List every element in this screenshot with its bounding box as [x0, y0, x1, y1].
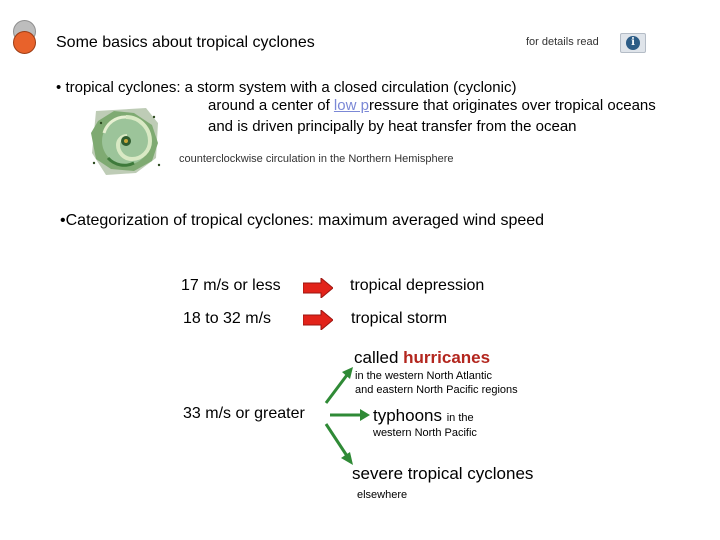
category-row-2: tropical storm [351, 310, 448, 327]
definition-term: tropical cyclones: [65, 79, 181, 96]
circulation-caption: counterclockwise circulation in the Northern Hemisphere [179, 153, 454, 165]
speed-row-1: 17 m/s or less [181, 277, 281, 294]
up-arrow-icon [324, 365, 354, 405]
severe-cyclones: severe tropical cyclones [352, 464, 534, 483]
hurricanes-term: hurricanes [403, 348, 491, 367]
info-icon: i [626, 36, 640, 50]
nav-dot-orange[interactable] [13, 31, 36, 54]
speed-row-2: 18 to 32 m/s [183, 310, 272, 327]
typhoon-region-inline: in the [446, 412, 474, 424]
hurricane-region-1: in the western North Atlantic [355, 370, 492, 382]
red-arrow-icon [303, 310, 333, 330]
severe-region: elsewhere [357, 489, 408, 501]
definition-text-1: a storm system with a closed circulation (cyclonic) [184, 79, 517, 96]
satellite-storm-image [86, 103, 166, 178]
info-button[interactable] [620, 33, 646, 53]
down-arrow-icon [324, 422, 354, 466]
low-pressure-link[interactable]: low p [333, 97, 369, 114]
details-label: for details read [526, 36, 599, 48]
definition-line-2 [208, 97, 656, 114]
categorization-heading [60, 212, 544, 230]
categorization-bullet: • [60, 212, 66, 229]
hurricanes-prefix: called [354, 348, 404, 367]
categorization-title: Categorization of tropical cyclones: maximum averaged wind speed [65, 212, 545, 229]
hurricane-region-2: and eastern North Pacific regions [355, 384, 518, 396]
typhoon-region-2: western North Pacific [373, 427, 477, 439]
definition-text-2b: ressure that originates over tropical oceans [368, 97, 656, 114]
definition-line-3: and is driven principally by heat transfer from the ocean [208, 118, 577, 135]
definition-bullet: • [56, 79, 62, 96]
typhoons-term: typhoons [373, 406, 442, 425]
typhoons-line [373, 406, 474, 426]
category-row-1: tropical depression [350, 277, 485, 294]
hurricanes-line [354, 348, 490, 368]
page-title: Some basics about tropical cyclones [56, 34, 315, 51]
speed-row-3: 33 m/s or greater [183, 405, 305, 422]
red-arrow-icon [303, 278, 333, 298]
definition-text-2a: around a center of [208, 97, 334, 114]
definition-line-1 [56, 79, 516, 96]
